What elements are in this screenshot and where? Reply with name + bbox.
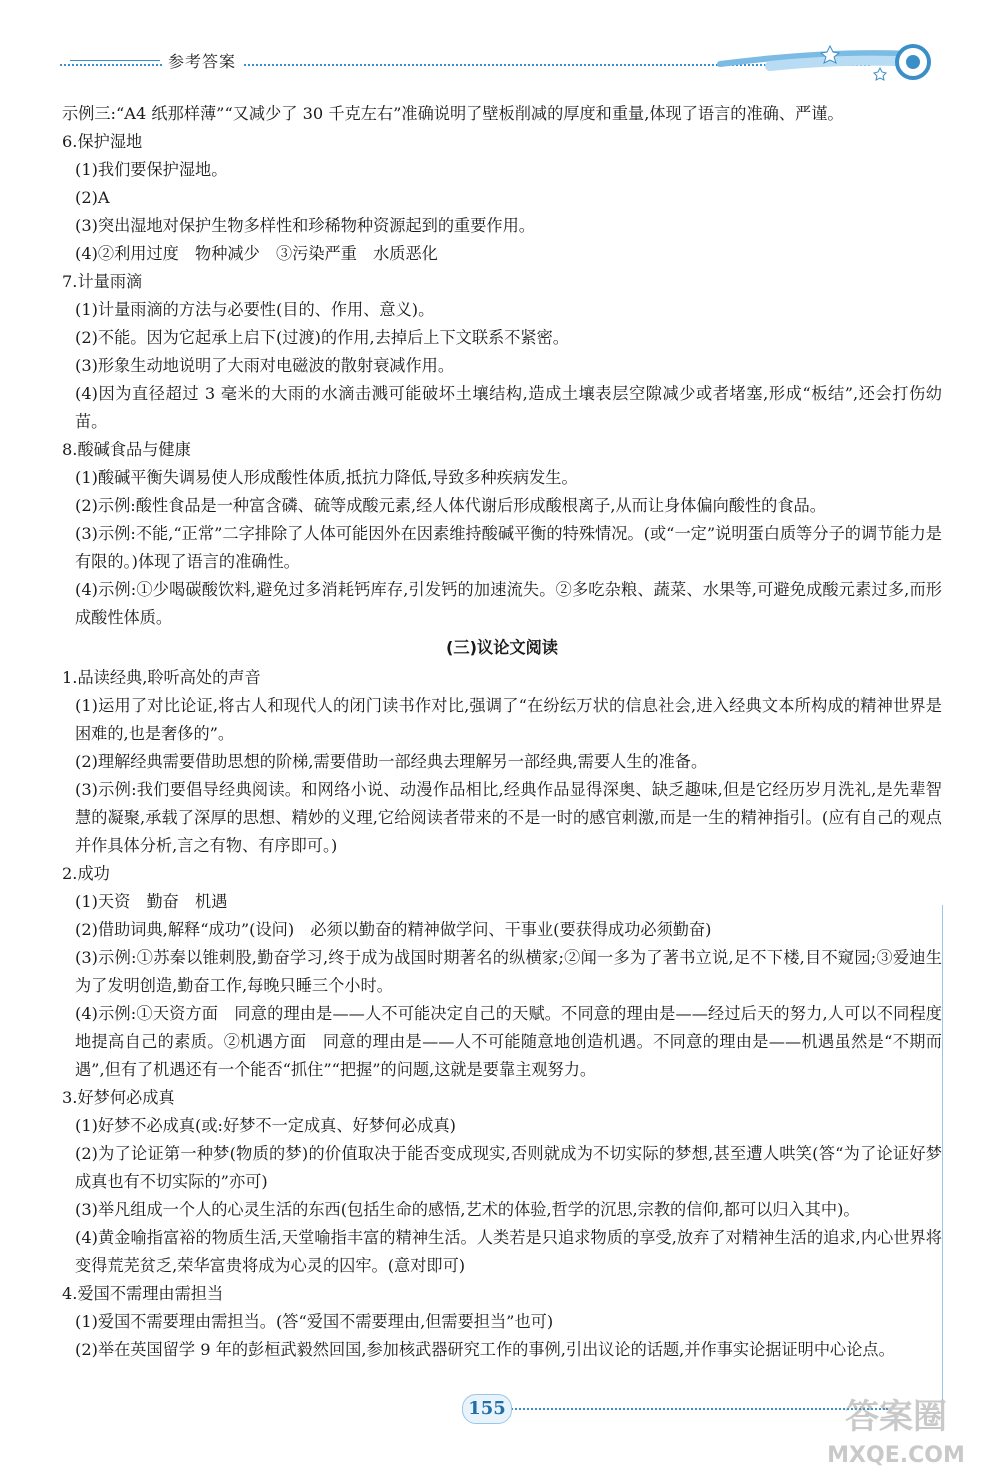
answer-line: (3)示例:我们要倡导经典阅读。和网络小说、动漫作品相比,经典作品显得深奥、缺乏趣味,但是它经历岁月洗礼,是先辈智慧的凝聚,承载了深厚的思想、精妙的义理,它给阅读者带来的不是一时的感官刺激,而是一生的精神指引。(应有自己的观点并作具体分析,言之有物、有序即可。): [75, 780, 942, 855]
answer-line: (4)因为直径超过 3 毫米的大雨的水滴击溅可能破坏土壤结构,造成土壤表层空隙减少或者堵塞,形成“板结”,还会打伤幼苗。: [75, 384, 942, 431]
header-rule: [70, 60, 160, 61]
page-header: [40, 40, 940, 90]
answer-content: [62, 100, 942, 1364]
answer-line: (1)酸碱平衡失调易使人形成酸性体质,抵抗力降低,导致多种疾病发生。: [75, 468, 578, 487]
page-number: 155: [462, 1394, 512, 1424]
section-heading: (三)议论文阅读: [446, 638, 558, 657]
answer-line: (3)示例:①苏秦以锥刺股,勤奋学习,终于成为战国时期著名的纵横家;②闻一多为了著书立说,足不下楼,目不窥园;③爱迪生为了发明创造,勤奋工作,每晚只睡三个小时。: [75, 948, 942, 995]
margin-rule: [942, 905, 943, 1400]
answer-line: (4)②利用过度 物种减少 ③污染严重 水质恶化: [75, 244, 438, 263]
answer-line: (4)示例:①少喝碳酸饮料,避免过多消耗钙库存,引发钙的加速流失。②多吃杂粮、蔬菜、水果等,可避免成酸元素过多,而形成酸性体质。: [75, 580, 942, 627]
answer-line: (3)突出湿地对保护生物多样性和珍稀物种资源起到的重要作用。: [75, 216, 535, 235]
answer-line: (4)示例:①天资方面 同意的理由是——人不可能决定自己的天赋。不同意的理由是——经过后天的努力,人可以不同程度地提高自己的素质。②机遇方面 同意的理由是——人不可能随意地创造机遇。不同意的理由是——机遇虽然是“不期而遇”,但有了机遇还有一个能否“抓住”“把握”的问题,这就是要靠主观努力。: [75, 1004, 942, 1079]
answer-line: (4)黄金喻指富裕的物质生活,天堂喻指丰富的精神生活。人类若是只追求物质的享受,放弃了对精神生活的追求,内心世界将变得荒芜贫乏,荣华富贵将成为心灵的囚牢。(意对即可): [75, 1228, 942, 1275]
answer-line: (3)举凡组成一个人的心灵生活的东西(包括生命的感悟,艺术的体验,哲学的沉思,宗教的信仰,都可以归入其中)。: [75, 1200, 860, 1219]
question-heading: 6.保护湿地: [62, 132, 143, 151]
answer-line: (2)A: [75, 188, 110, 207]
question-heading: 3.好梦何必成真: [62, 1088, 175, 1107]
question-heading: 1.品读经典,聆听高处的声音: [62, 668, 261, 687]
watermark-text-bottom: MXQE.COM: [827, 1443, 965, 1468]
header-decoration-icon: [710, 40, 940, 86]
question-heading: 8.酸碱食品与健康: [62, 440, 191, 459]
answer-line: (1)爱国不需要理由需担当。(答“爱国不需要理由,但需要担当”也可): [75, 1312, 554, 1331]
question-heading: 2.成功: [62, 864, 110, 883]
answer-line: (2)理解经典需要借助思想的阶梯,需要借助一部经典去理解另一部经典,需要人生的准备。: [75, 752, 708, 771]
answer-line: (2)为了论证第一种梦(物质的梦)的价值取决于能否变成现实,否则就成为不切实际的梦想,甚至遭人哄笑(答“为了论证好梦成真也有不切实际的”亦可): [75, 1144, 942, 1191]
answer-line: (3)示例:不能,“正常”二字排除了人体可能因外在因素维持酸碱平衡的特殊情况。(或“一定”说明蛋白质等分子的调节能力是有限的。)体现了语言的准确性。: [75, 524, 942, 571]
answer-line: (2)不能。因为它起承上启下(过渡)的作用,去掉后上下文联系不紧密。: [75, 328, 569, 347]
answer-line: (1)计量雨滴的方法与必要性(目的、作用、意义)。: [75, 300, 435, 319]
answer-line: (2)举在英国留学 9 年的彭桓武毅然回国,参加核武器研究工作的事例,引出议论的话题,并作事实论据证明中心论点。: [75, 1340, 895, 1359]
question-heading: 4.爱国不需理由需担当: [62, 1284, 224, 1303]
answer-line: (1)天资 勤奋 机遇: [75, 892, 228, 911]
answer-line: (3)形象生动地说明了大雨对电磁波的散射衰减作用。: [75, 356, 455, 375]
watermark-text-top: 答案圈: [845, 1397, 947, 1437]
answer-line: (1)好梦不必成真(或:好梦不一定成真、好梦何必成真): [75, 1116, 456, 1135]
watermark-logo-icon: [796, 1390, 996, 1470]
question-heading: 7.计量雨滴: [62, 272, 143, 291]
answer-line: 示例三:“A4 纸那样薄”“又减少了 30 千克左右”准确说明了壁板削减的厚度和重量,体现了语言的准确、严谨。: [62, 104, 844, 123]
answer-line: (1)运用了对比论证,将古人和现代人的闭门读书作对比,强调了“在纷纭万状的信息社会,进入经典文本所构成的精神世界是困难的,也是奢侈的”。: [75, 696, 942, 743]
answer-line: (2)借助词典,解释“成功”(设问) 必须以勤奋的精神做学问、干事业(要获得成功必须勤奋): [75, 920, 712, 939]
answer-line: (2)示例:酸性食品是一种富含磷、硫等成酸元素,经人体代谢后形成酸根离子,从而让身体偏向酸性的食品。: [75, 496, 826, 515]
header-title: 参考答案: [162, 49, 242, 72]
answer-line: (1)我们要保护湿地。: [75, 160, 228, 179]
